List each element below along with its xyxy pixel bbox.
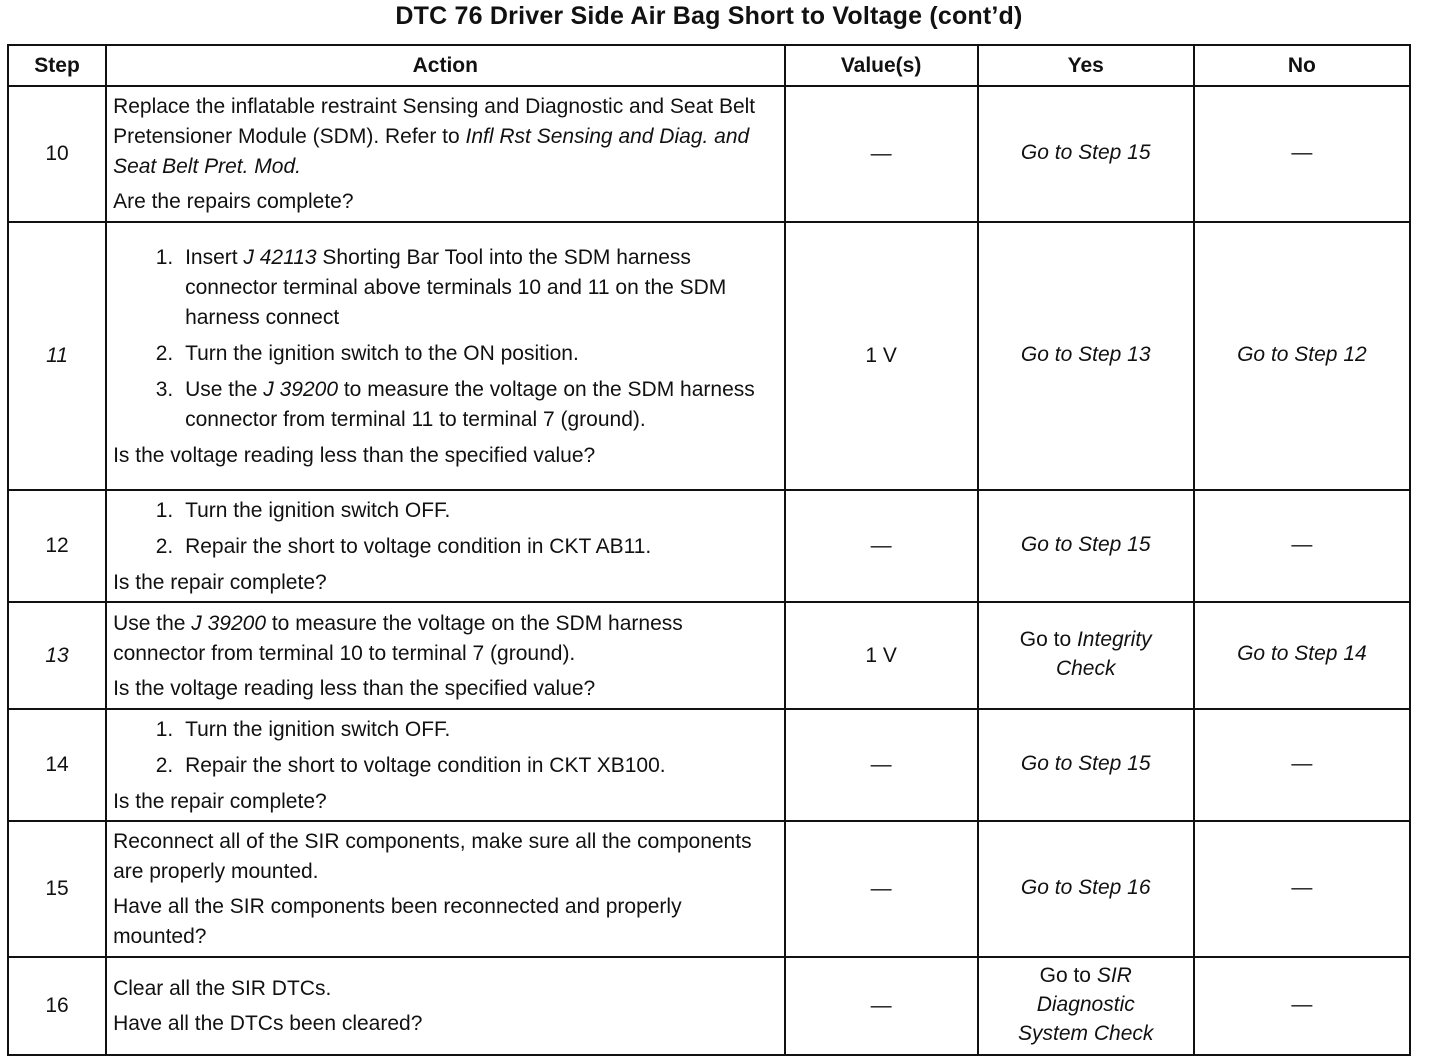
yes-link-text: Go to: [1019, 628, 1077, 651]
list-item: 1. Turn the ignition switch OFF.: [179, 715, 779, 745]
value-cell: [785, 222, 978, 490]
action-cell: [106, 86, 784, 222]
action-question: Is the voltage reading less than the specified value?: [113, 443, 596, 467]
yes-cell: [978, 709, 1194, 821]
no-text: —: [1291, 992, 1313, 1016]
list-item-text: Shorting Bar Tool into the SDM harness connector terminal above terminals 10 and 11 on the SDM harness connect: [185, 245, 727, 329]
header-step: Step: [8, 45, 106, 86]
step-number: 12: [8, 490, 106, 602]
yes-cell: [978, 602, 1194, 709]
action-cell: [106, 709, 784, 821]
value-cell: [785, 709, 978, 821]
step-number: 10: [8, 86, 106, 222]
step-number: 15: [8, 821, 106, 957]
no-link[interactable]: Go to Step 14: [1237, 642, 1367, 665]
step-number: 14: [8, 709, 106, 821]
list-item: [179, 243, 779, 333]
yes-link-text: Check: [1055, 657, 1116, 680]
action-cell: [106, 821, 784, 957]
no-link[interactable]: Go to Step 12: [1237, 342, 1367, 366]
action-question: Is the repair complete?: [113, 570, 327, 594]
value-cell: [785, 957, 978, 1055]
value-text: —: [870, 877, 892, 900]
table-row: [8, 490, 1410, 602]
no-cell: [1194, 602, 1410, 709]
table-header-row: [8, 45, 1410, 86]
table-row: [8, 602, 1410, 709]
value-text: —: [870, 753, 892, 776]
no-text: —: [1291, 751, 1313, 775]
yes-cell: [978, 957, 1194, 1055]
table-row: [8, 821, 1410, 957]
value-text: —: [870, 534, 892, 557]
action-text: [113, 92, 779, 182]
action-question: Are the repairs complete?: [113, 190, 354, 213]
yes-cell: [978, 86, 1194, 222]
no-cell: [1194, 222, 1410, 490]
value-text: 1 V: [865, 344, 897, 367]
action-cell: [106, 490, 784, 602]
yes-link[interactable]: Go to Step 13: [1020, 342, 1151, 366]
list-item: 2. Repair the short to voltage condition in CKT XB100.: [179, 751, 779, 781]
tool-reference: J 39200: [263, 377, 339, 401]
value-text: —: [870, 142, 892, 165]
tool-reference: J 42113: [243, 245, 317, 269]
action-text-part: Use the: [113, 611, 192, 635]
no-text: —: [1291, 532, 1313, 556]
step-number: 16: [8, 957, 106, 1055]
yes-link[interactable]: [979, 961, 1193, 990]
no-text: —: [1291, 140, 1313, 164]
header-yes: Yes: [978, 45, 1194, 86]
action-question: Is the repair complete?: [113, 789, 327, 813]
no-cell: [1194, 709, 1410, 821]
action-text: Reconnect all of the SIR components, make sure all the components are properly mounted.: [113, 830, 752, 883]
yes-link-text: SIR: [1096, 964, 1132, 987]
yes-link-text: Go to: [1039, 964, 1097, 987]
header-values: Value(s): [785, 45, 978, 86]
table-row: [8, 86, 1410, 222]
list-item-text: Use the: [185, 377, 264, 401]
list-item: [179, 375, 779, 435]
diagnostic-table: [7, 44, 1411, 1056]
procedure-list: [113, 496, 779, 562]
action-question: Have all the SIR components been reconnected and properly mounted?: [113, 895, 682, 948]
list-item: 2. Repair the short to voltage condition in CKT AB11.: [179, 532, 779, 562]
yes-link[interactable]: Go to Step 16: [1020, 875, 1151, 899]
table-row: [8, 222, 1410, 490]
procedure-list: [113, 243, 779, 435]
table-row: [8, 709, 1410, 821]
no-cell: [1194, 957, 1410, 1055]
action-cell: [106, 957, 784, 1055]
yes-link-text: Diagnostic: [1036, 993, 1135, 1016]
value-cell: [785, 490, 978, 602]
action-text-part: to measure the voltage on the SDM harness connector from terminal 10 to terminal 7 (ground).: [113, 611, 683, 665]
action-cell: [106, 602, 784, 709]
action-text: Clear all the SIR DTCs.: [113, 977, 332, 1000]
table-row: [8, 957, 1410, 1055]
value-cell: [785, 821, 978, 957]
yes-cell: [978, 222, 1194, 490]
step-number: 13: [8, 602, 106, 709]
value-text: 1 V: [865, 643, 897, 667]
tool-reference: J 39200: [191, 611, 267, 635]
yes-link[interactable]: Go to Step 15: [1020, 532, 1151, 556]
procedure-list: [113, 715, 779, 781]
list-item: 1. Turn the ignition switch OFF.: [179, 496, 779, 526]
reference-link[interactable]: Infl Rst Sensing and Diag. and Seat Belt Pret. Mod.: [113, 125, 750, 178]
yes-cell: [978, 490, 1194, 602]
yes-cell: [978, 821, 1194, 957]
no-cell: [1194, 86, 1410, 222]
value-cell: [785, 86, 978, 222]
list-item-text: Insert: [185, 245, 244, 269]
value-cell: [785, 602, 978, 709]
step-number: 11: [8, 222, 106, 490]
yes-link-text: System Check: [1018, 1022, 1154, 1045]
no-cell: [1194, 821, 1410, 957]
no-text: —: [1291, 875, 1313, 899]
action-question: Is the voltage reading less than the specified value?: [113, 676, 596, 700]
page-title: DTC 76 Driver Side Air Bag Short to Voltage (cont’d): [395, 2, 1023, 30]
list-item: 2. Turn the ignition switch to the ON position.: [179, 339, 779, 369]
no-cell: [1194, 490, 1410, 602]
yes-link[interactable]: Go to Step 15: [1020, 140, 1151, 164]
action-text-part: Replace the inflatable restraint Sensing and Diagnostic and Seat Belt Pretensioner Module (SDM). Refer to: [113, 95, 756, 148]
header-action: Action: [106, 45, 784, 86]
list-item-text: to measure the voltage on the SDM harness connector from terminal 11 to terminal 7 (ground).: [185, 377, 755, 431]
yes-link[interactable]: Go to Step 15: [1020, 751, 1151, 775]
action-question: Have all the DTCs been cleared?: [113, 1012, 423, 1035]
action-cell: [106, 222, 784, 490]
header-no: No: [1194, 45, 1410, 86]
yes-link-text: Integrity: [1076, 628, 1152, 651]
value-text: —: [870, 994, 892, 1017]
action-text: [113, 609, 779, 669]
yes-link[interactable]: [979, 625, 1193, 654]
